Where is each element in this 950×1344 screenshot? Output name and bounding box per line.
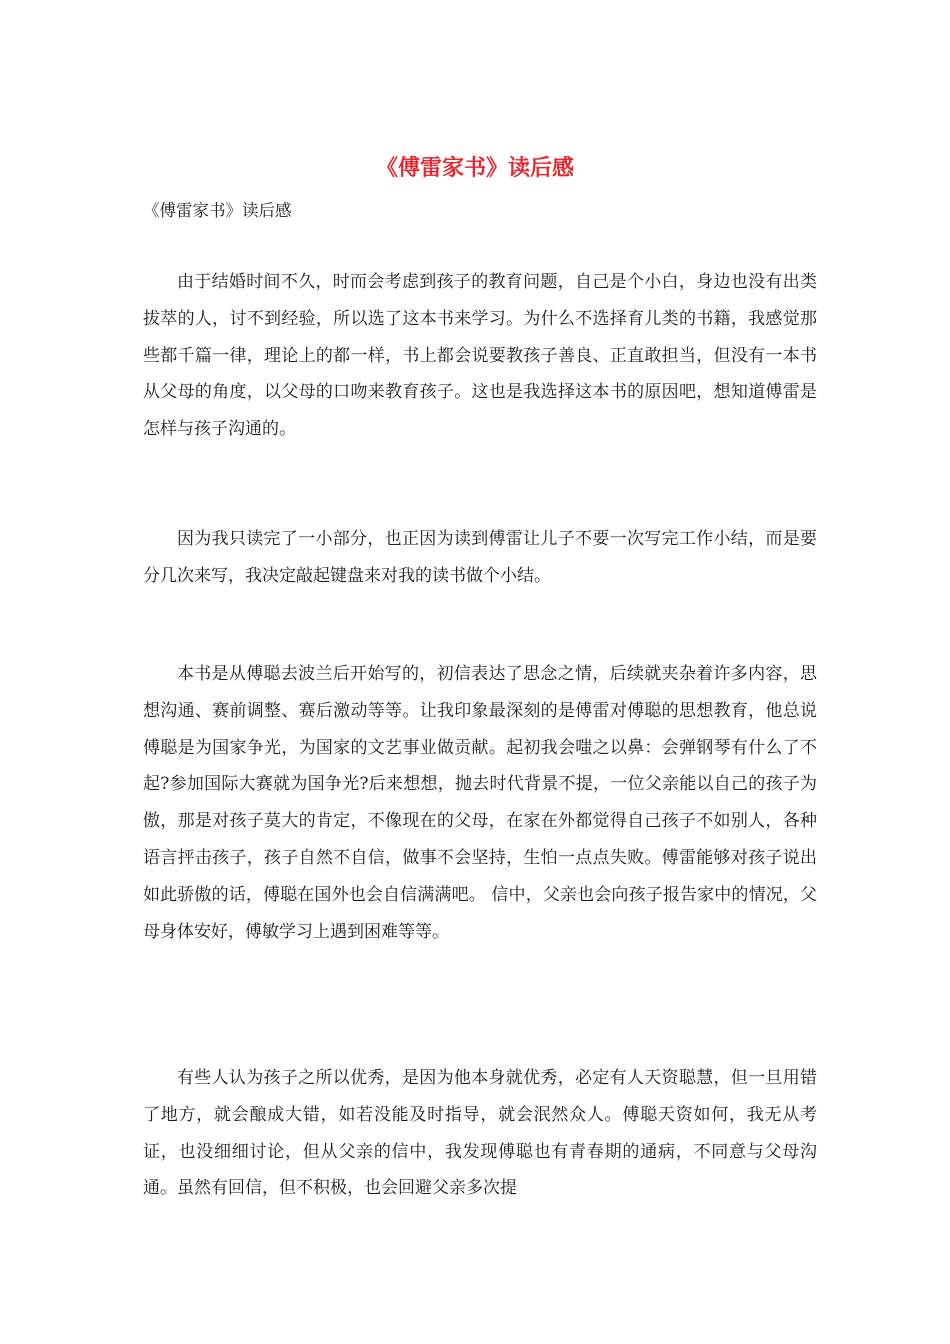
document-title: 《傅雷家书》读后感 <box>375 155 574 181</box>
paragraph-3: 本书是从傅聪去波兰后开始写的，初信表达了思念之情，后续就夹杂着许多内容，思想沟通、赛前调整、赛后激动等等。让我印象最深刻的是傅雷对傅聪的思想教育，他总说傅聪是为国家争光，为国家的文艺事业做贡献。起初我会嗤之以鼻：会弹钢琴有什么了不起?参加国际大赛就为国争光?后来想想，抛去时代背景不提，一位父亲能以自己的孩子为傲，那是对孩子莫大的肯定，不像现在的父母，在家在外都觉得自己孩子不如别人，各种语言抨击孩子，孩子自然不自信，做事不会坚持，生怕一点点失败。傅雷能够对孩子说出如此骄傲的话，傅聪在国外也会自信满满吧。 信中，父亲也会向孩子报告家中的情况，父母身体安好，傅敏学习上遇到困难等等。 <box>143 664 817 942</box>
paragraph-1: 由于结婚时间不久，时而会考虑到孩子的教育问题，自己是个小白，身边也没有出类拔萃的人，讨不到经验，所以选了这本书来学习。为什么不选择育儿类的书籍，我感觉那些都千篇一律，理论上的都一样，书上都会说要教孩子善良、正直敢担当，但没有一本书从父母的角度，以父母的口吻来教育孩子。这也是我选择这本书的原因吧，想知道傅雷是怎样与孩子沟通的。 <box>143 272 817 440</box>
paragraph-4: 有些人认为孩子之所以优秀，是因为他本身就优秀，必定有人天资聪慧，但一旦用错了地方，就会酿成大错，如若没能及时指导，就会泯然众人。傅聪天资如何，我无从考证，也没细细讨论，但从父亲的信中，我发现傅聪也有青春期的通病，不同意与父母沟通。虽然有回信，但不积极，也会回避父亲多次提 <box>143 1068 817 1199</box>
document-subtitle: 《傅雷家书》读后感 <box>143 201 292 220</box>
paragraph-2: 因为我只读完了一小部分，也正因为读到傅雷让儿子不要一次写完工作小结，而是要分几次来写，我决定敲起键盘来对我的读书做个小结。 <box>143 529 817 586</box>
